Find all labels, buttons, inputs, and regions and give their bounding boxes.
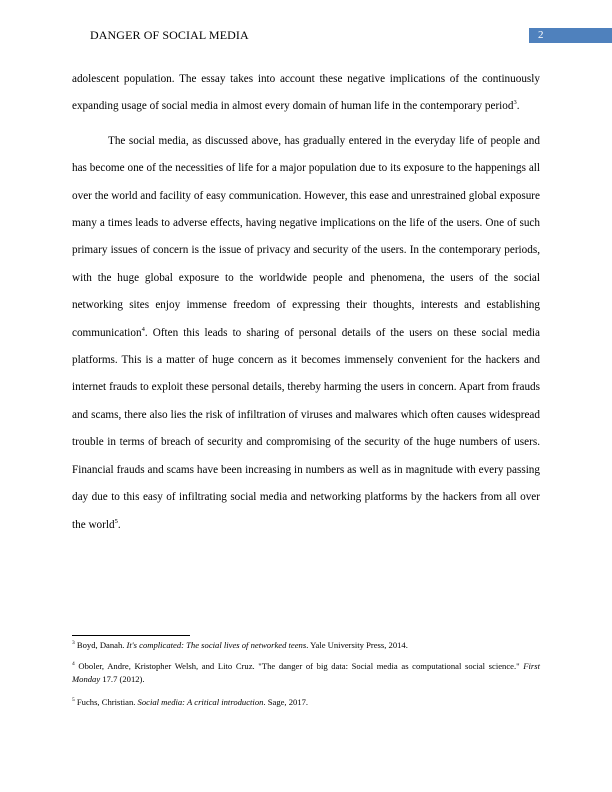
footnote-text-end: . Yale University Press, 2014. bbox=[306, 640, 408, 650]
paragraph-2-text-b: . Often this leads to sharing of personal details of the users on these social media platforms. This is a matter of huge concern as it becomes immensely convenient for the hackers and internet frauds to exploit these personal details, thereby harming the users in concern. Apart from frauds and scams, there also lies the risk of infiltration of viruses and malwares which often causes widespread trouble in terms of breach of security and compromising of the security of the huge numbers of users. Financial frauds and scams have been increasing in numbers as well as in magnitude with every passing day due to this easy of infiltrating social media and networking platforms by the hackers from all over the world bbox=[72, 326, 540, 531]
footnote-text: Oboler, Andre, Kristopher Welsh, and Lito Cruz. "The danger of big data: Social media as computational social science." bbox=[74, 661, 524, 671]
paragraph-1 bbox=[72, 66, 540, 121]
footnote-ref-3[interactable]: 3 bbox=[513, 99, 517, 107]
footnote-separator bbox=[72, 635, 190, 636]
page-number: 2 bbox=[538, 29, 544, 41]
page-number-badge bbox=[529, 28, 612, 43]
footnote-4 bbox=[72, 660, 540, 685]
footnote-text-end: . Sage, 2017. bbox=[263, 697, 309, 707]
footnote-title: First Monday bbox=[72, 661, 540, 684]
footnote-number: 5 bbox=[72, 697, 75, 703]
footnote-title: Social media: A critical introduction bbox=[137, 697, 264, 707]
paragraph-2 bbox=[72, 128, 540, 539]
footnote-number: 3 bbox=[72, 640, 75, 646]
footnote-ref-5[interactable]: 5 bbox=[114, 517, 118, 525]
paragraph-2-text-a: The social media, as discussed above, has gradually entered in the everyday life of people and has become one of the necessities of life for a major population due to its exposure to the happenings all over the world and facility of easy communication. However, this ease and unrestrained global exposure many a times leads to adverse effects, having negative implications on the life of the users. One of such primary issues of concern is the issue of privacy and security of the users. In the contemporary periods, with the huge global exposure to the worldwide people and phenomena, the users of the social networking sites enjoy immense freedom of expressing their thoughts, interests and establishing communication bbox=[72, 134, 540, 339]
body-text bbox=[72, 66, 540, 539]
paragraph-1-tail: . bbox=[516, 100, 520, 113]
footnote-3 bbox=[72, 639, 540, 652]
paragraph-1-text: adolescent population. The essay takes into account these negative implications of the continuously expanding usage of social media in almost every domain of human life in the contemporary period bbox=[72, 73, 540, 113]
footnote-5 bbox=[72, 696, 540, 709]
footnote-text: Fuchs, Christian. bbox=[74, 697, 138, 707]
paragraph-2-tail: . bbox=[117, 518, 121, 531]
running-header-title: DANGER OF SOCIAL MEDIA bbox=[90, 28, 249, 42]
footnote-number: 4 bbox=[72, 661, 75, 667]
footnote-text: Boyd, Danah. bbox=[74, 640, 127, 650]
footnote-text-end: 17.7 (2012). bbox=[100, 673, 145, 684]
footnote-title: It's complicated: The social lives of networked teens bbox=[126, 640, 307, 650]
footnote-ref-4[interactable]: 4 bbox=[141, 325, 145, 333]
